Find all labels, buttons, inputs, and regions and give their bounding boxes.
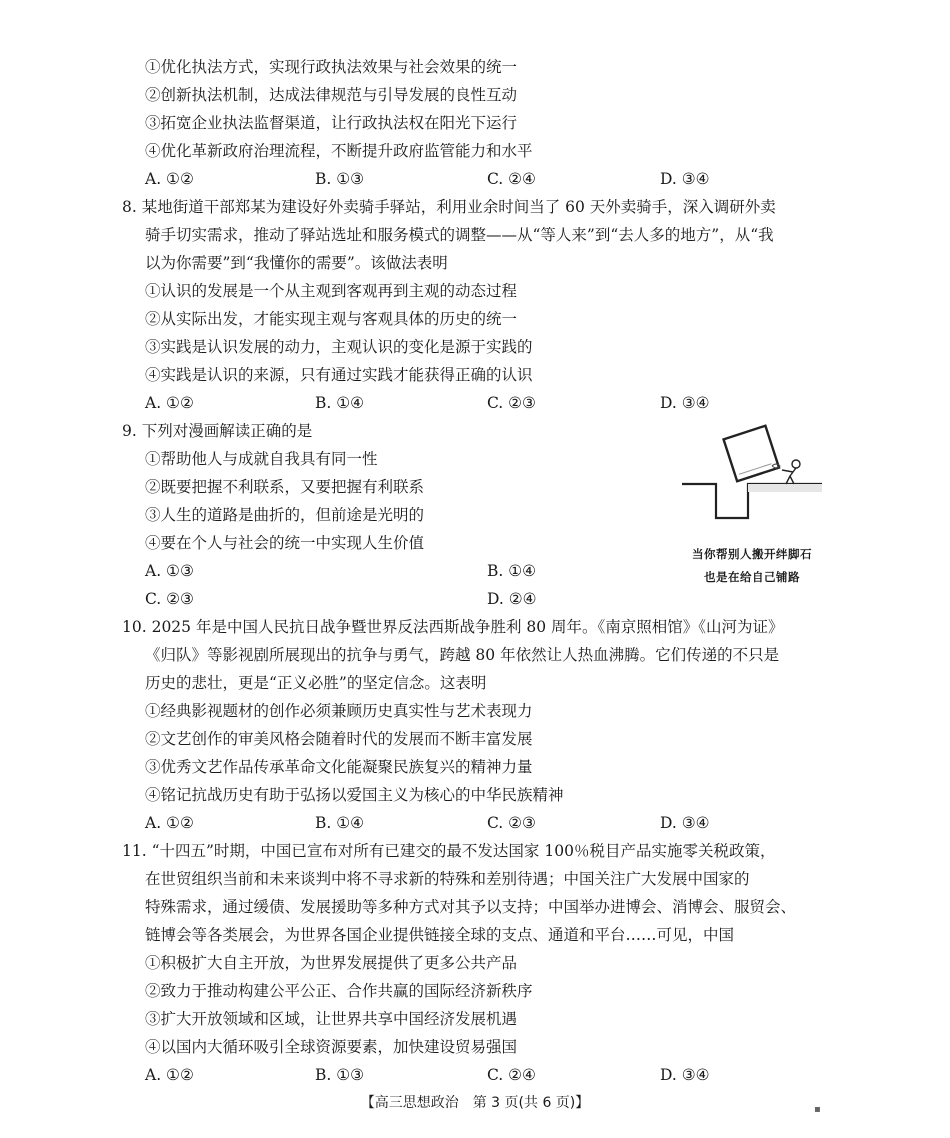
q8-stem-line-3: 以为你需要”到“我懂你的需要”。该做法表明 (145, 254, 448, 272)
q8-option-3: ③实践是认识发展的动力，主观认识的变化是源于实践的 (145, 338, 533, 356)
q7-choice-b: B. ①③ (315, 170, 365, 188)
q9-option-4: ④要在个人与社会的统一中实现人生价值 (145, 534, 425, 552)
q9-option-2: ②既要把握不利联系，又要把握有利联系 (145, 478, 425, 496)
q7-option-1: ①优化执法方式，实现行政执法效果与社会效果的统一 (145, 58, 518, 76)
q10-option-4: ④铭记抗战历史有助于弘扬以爱国主义为核心的中华民族精神 (145, 786, 564, 804)
q9-choice-c: C. ②③ (145, 590, 194, 608)
q11-choice-d: D. ③④ (660, 1066, 710, 1084)
q9-choice-b: B. ①④ (487, 562, 537, 580)
q11-stem-line-2: 在世贸组织当前和未来谈判中将不寻求新的特殊和差别待遇；中国关注广大发展中国家的 (145, 870, 750, 888)
q8-option-2: ②从实际出发，才能实现主观与客观具体的历史的统一 (145, 310, 518, 328)
q8-stem-line-2: 骑手切实需求，推动了驿站选址和服务模式的调整——从“等人来”到“去人多的地方”，从“我 (145, 226, 774, 244)
q11-stem-line-4: 链博会等各类展会，为世界各国企业提供链接全球的支点、通道和平台……可见，中国 (145, 926, 735, 944)
q10-option-2: ②文艺创作的审美风格会随着时代的发展而不断丰富发展 (145, 730, 533, 748)
q9-choice-a: A. ①③ (145, 562, 194, 580)
q7-option-3: ③拓宽企业执法监督渠道，让行政执法权在阳光下运行 (145, 114, 518, 132)
q9-choice-d: D. ②④ (487, 590, 537, 608)
q11-option-4: ④以国内大循环吸引全球资源要素，加快建设贸易强国 (145, 1038, 518, 1056)
q8-choice-c: C. ②③ (487, 394, 536, 412)
q11-stem-line-3: 特殊需求，通过缓债、发展援助等多种方式对其予以支持；中国举办进博会、消博会、服贸会、 (145, 898, 797, 916)
q11-option-2: ②致力于推动构建公平公正、合作共赢的国际经济新秩序 (145, 982, 533, 1000)
q8-choice-d: D. ③④ (660, 394, 710, 412)
q10-stem-line-2: 《归队》等影视剧所展现出的抗争与勇气，跨越 80 年依然让人热血沸腾。它们传递的不只是 (145, 646, 780, 664)
cartoon-caption-line-1: 当你帮别人搬开绊脚石 (692, 547, 812, 561)
q11-option-1: ①积极扩大自主开放，为世界发展提供了更多公共产品 (145, 954, 518, 972)
q11-choice-b: B. ①③ (315, 1066, 365, 1084)
q7-choice-c: C. ②④ (487, 170, 536, 188)
q8-stem-line-1: 8. 某地街道干部郑某为建设好外卖骑手驿站，利用业余时间当了 60 天外卖骑手，深入调研外卖 (122, 198, 776, 216)
q8-option-4: ④实践是认识的来源，只有通过实践才能获得正确的认识 (145, 366, 533, 384)
q10-choice-b: B. ①④ (315, 814, 365, 832)
q10-option-1: ①经典影视题材的创作必须兼顾历史真实性与艺术表现力 (145, 702, 533, 720)
q7-choice-a: A. ①② (145, 170, 194, 188)
q7-option-4: ④优化革新政府治理流程，不断提升政府监管能力和水平 (145, 142, 533, 160)
q9-cartoon (672, 418, 832, 590)
q10-choice-c: C. ②③ (487, 814, 536, 832)
q10-choice-d: D. ③④ (660, 814, 710, 832)
page-footer: 【高三思想政治 第 3 页(共 6 页)】 (360, 1095, 590, 1111)
q7-choice-d: D. ③④ (660, 170, 710, 188)
q8-choice-a: A. ①② (145, 394, 194, 412)
q9-stem: 9. 下列对漫画解读正确的是 (122, 422, 313, 440)
q11-stem-line-1: 11. “十四五”时期，中国已宣布对所有已建交的最不发达国家 100％税目产品实施零关税政策， (122, 842, 776, 860)
q7-option-2: ②创新执法机制，达成法律规范与引导发展的良性互动 (145, 86, 518, 104)
q11-choice-c: C. ②④ (487, 1066, 536, 1084)
q10-choice-a: A. ①② (145, 814, 194, 832)
q10-stem-line-1: 10. 2025 年是中国人民抗日战争暨世界反法西斯战争胜利 80 周年。《南京照相馆》《山河为证》 (122, 618, 784, 636)
q11-choice-a: A. ①② (145, 1066, 194, 1084)
q9-option-3: ③人生的道路是曲折的，但前途是光明的 (145, 506, 425, 524)
q10-option-3: ③优秀文艺作品传承革命文化能凝聚民族复兴的精神力量 (145, 758, 533, 776)
corner-mark: ▪ (814, 1104, 821, 1115)
q11-option-3: ③扩大开放领域和区域，让世界共享中国经济发展机遇 (145, 1010, 518, 1028)
q10-stem-line-3: 历史的悲壮，更是“正义必胜”的坚定信念。这表明 (145, 674, 487, 692)
q8-choice-b: B. ①④ (315, 394, 365, 412)
q8-option-1: ①认识的发展是一个从主观到客观再到主观的动态过程 (145, 282, 518, 300)
q9-option-1: ①帮助他人与成就自我具有同一性 (145, 450, 378, 468)
cartoon-caption-line-2: 也是在给自己铺路 (704, 570, 800, 584)
cartoon-drawing (672, 418, 832, 538)
